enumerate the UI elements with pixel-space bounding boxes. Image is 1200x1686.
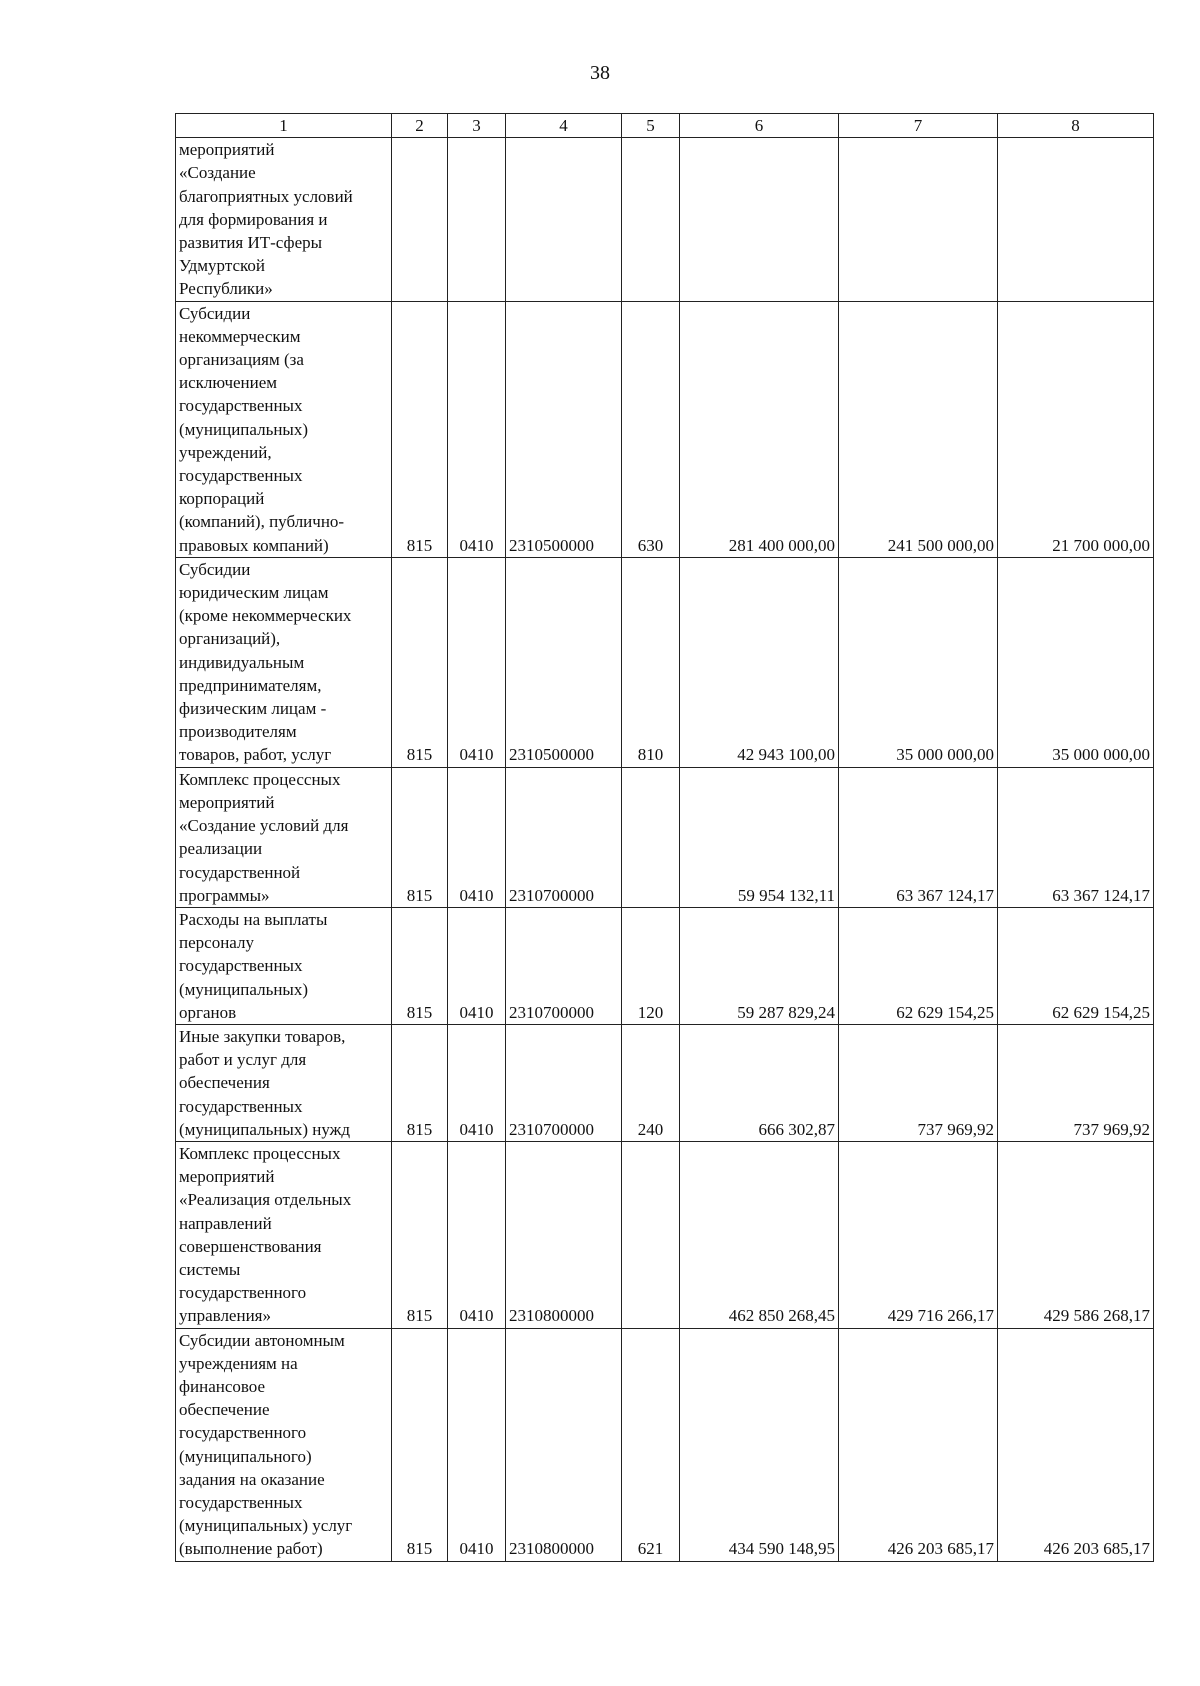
admin-code: 815 xyxy=(392,1328,448,1561)
amount-col-8: 21 700 000,00 xyxy=(998,301,1154,557)
amount-col-8: 737 969,92 xyxy=(998,1024,1154,1141)
amount-col-7: 426 203 685,17 xyxy=(839,1328,998,1561)
row-name: Комплекс процессных мероприятий «Создание условий для реализации государственной программы» xyxy=(176,767,392,907)
header-cell: 7 xyxy=(839,114,998,138)
target-article: 2310700000 xyxy=(506,767,622,907)
expense-type xyxy=(622,1141,680,1328)
amount-col-6: 42 943 100,00 xyxy=(680,557,839,767)
section-code: 0410 xyxy=(448,1141,506,1328)
row-name: Комплекс процессных мероприятий «Реализация отдельных направлений совершенствования системы государственного управления» xyxy=(176,1141,392,1328)
table-row xyxy=(176,767,1154,907)
admin-code: 815 xyxy=(392,907,448,1024)
header-cell: 4 xyxy=(506,114,622,138)
admin-code xyxy=(392,138,448,301)
table-row xyxy=(176,1024,1154,1141)
table-row xyxy=(176,907,1154,1024)
expense-type xyxy=(622,767,680,907)
table-row xyxy=(176,301,1154,557)
section-code: 0410 xyxy=(448,557,506,767)
row-name: мероприятий «Создание благоприятных условий для формирования и развития ИТ-сферы Удмуртской Республики» xyxy=(176,138,392,301)
section-code: 0410 xyxy=(448,907,506,1024)
amount-col-8: 62 629 154,25 xyxy=(998,907,1154,1024)
amount-col-6 xyxy=(680,138,839,301)
expense-type: 240 xyxy=(622,1024,680,1141)
expense-type xyxy=(622,138,680,301)
amount-col-8: 35 000 000,00 xyxy=(998,557,1154,767)
target-article: 2310700000 xyxy=(506,1024,622,1141)
target-article xyxy=(506,138,622,301)
header-cell: 1 xyxy=(176,114,392,138)
amount-col-7: 35 000 000,00 xyxy=(839,557,998,767)
table-header-row xyxy=(176,114,1154,138)
row-name: Иные закупки товаров, работ и услуг для обеспечения государственных (муниципальных) нужд xyxy=(176,1024,392,1141)
amount-col-6: 59 287 829,24 xyxy=(680,907,839,1024)
section-code: 0410 xyxy=(448,1328,506,1561)
expense-type: 120 xyxy=(622,907,680,1024)
amount-col-6: 59 954 132,11 xyxy=(680,767,839,907)
amount-col-8: 63 367 124,17 xyxy=(998,767,1154,907)
header-cell: 6 xyxy=(680,114,839,138)
amount-col-7: 429 716 266,17 xyxy=(839,1141,998,1328)
admin-code: 815 xyxy=(392,557,448,767)
target-article: 2310500000 xyxy=(506,301,622,557)
row-name: Субсидии юридическим лицам (кроме некоммерческих организаций), индивидуальным предпринимателям, физическим лицам - производителям товаров, работ, услуг xyxy=(176,557,392,767)
target-article: 2310500000 xyxy=(506,557,622,767)
amount-col-7 xyxy=(839,138,998,301)
section-code: 0410 xyxy=(448,301,506,557)
budget-table xyxy=(175,113,1154,1562)
amount-col-7: 737 969,92 xyxy=(839,1024,998,1141)
table-row xyxy=(176,138,1154,301)
admin-code: 815 xyxy=(392,1024,448,1141)
amount-col-8: 429 586 268,17 xyxy=(998,1141,1154,1328)
amount-col-8 xyxy=(998,138,1154,301)
amount-col-7: 62 629 154,25 xyxy=(839,907,998,1024)
target-article: 2310800000 xyxy=(506,1328,622,1561)
expense-type: 630 xyxy=(622,301,680,557)
amount-col-7: 241 500 000,00 xyxy=(839,301,998,557)
target-article: 2310800000 xyxy=(506,1141,622,1328)
target-article: 2310700000 xyxy=(506,907,622,1024)
header-cell: 8 xyxy=(998,114,1154,138)
amount-col-6: 281 400 000,00 xyxy=(680,301,839,557)
table-row xyxy=(176,557,1154,767)
amount-col-7: 63 367 124,17 xyxy=(839,767,998,907)
table-row xyxy=(176,1141,1154,1328)
section-code: 0410 xyxy=(448,1024,506,1141)
admin-code: 815 xyxy=(392,1141,448,1328)
amount-col-6: 462 850 268,45 xyxy=(680,1141,839,1328)
admin-code: 815 xyxy=(392,767,448,907)
page-number: 38 xyxy=(590,62,610,84)
amount-col-6: 434 590 148,95 xyxy=(680,1328,839,1561)
header-cell: 2 xyxy=(392,114,448,138)
amount-col-8: 426 203 685,17 xyxy=(998,1328,1154,1561)
header-cell: 5 xyxy=(622,114,680,138)
header-cell: 3 xyxy=(448,114,506,138)
row-name: Субсидии некоммерческим организациям (за исключением государственных (муниципальных) учреждений, государственных корпораций (компаний), публично- правовых компаний) xyxy=(176,301,392,557)
amount-col-6: 666 302,87 xyxy=(680,1024,839,1141)
section-code: 0410 xyxy=(448,767,506,907)
expense-type: 621 xyxy=(622,1328,680,1561)
table-row xyxy=(176,1328,1154,1561)
section-code xyxy=(448,138,506,301)
admin-code: 815 xyxy=(392,301,448,557)
row-name: Субсидии автономным учреждениям на финансовое обеспечение государственного (муниципального) задания на оказание государственных (муниципальных) услуг (выполнение работ) xyxy=(176,1328,392,1561)
row-name: Расходы на выплаты персоналу государственных (муниципальных) органов xyxy=(176,907,392,1024)
expense-type: 810 xyxy=(622,557,680,767)
